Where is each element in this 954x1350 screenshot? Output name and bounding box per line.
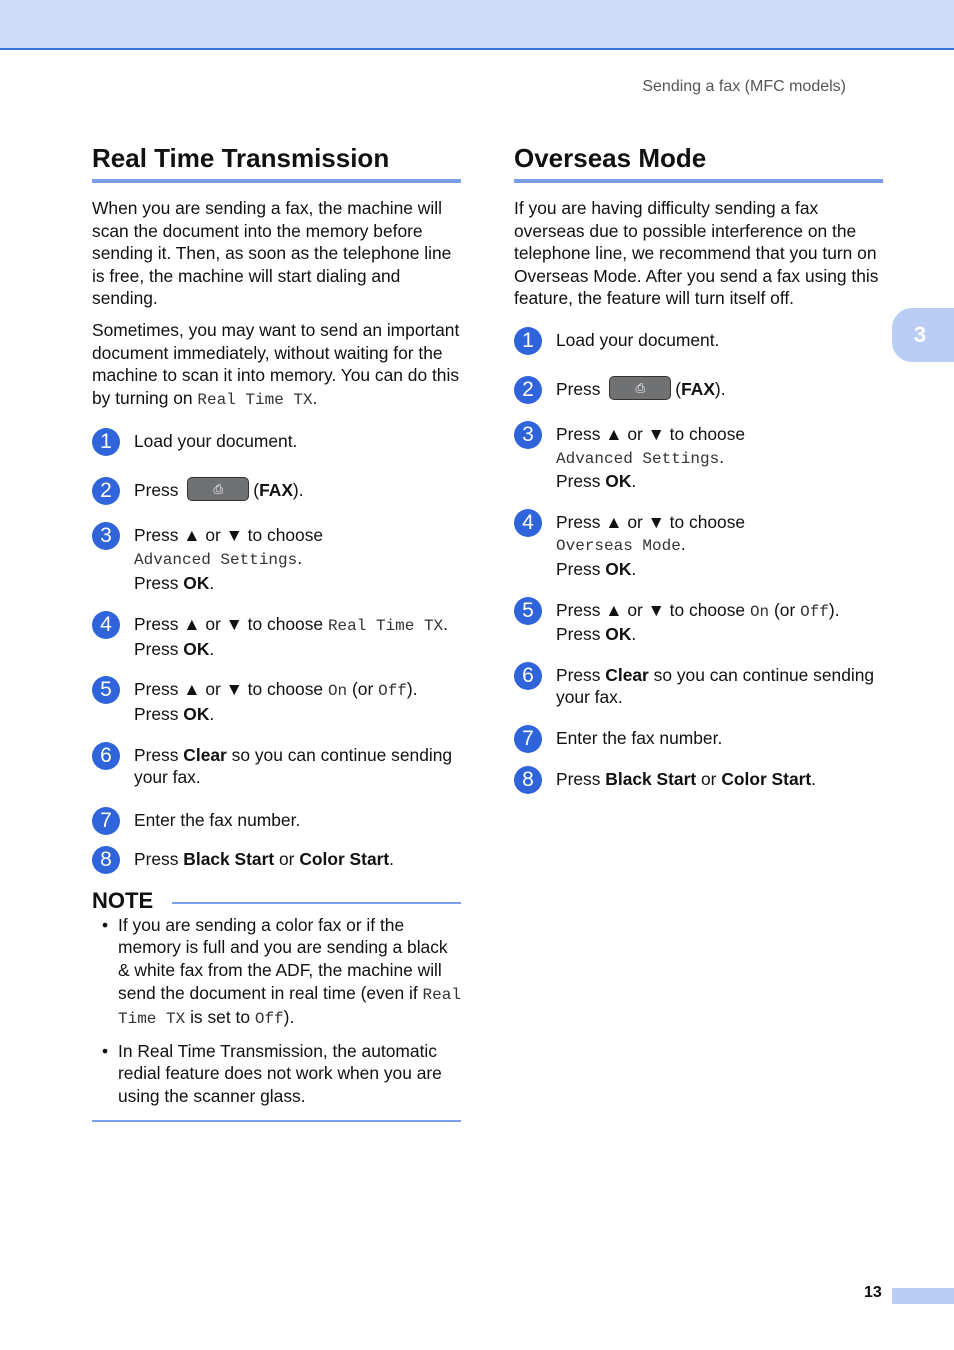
running-header: Sending a fax (MFC models) — [642, 78, 846, 95]
step-3: 3 Press ▲ or ▼ to choose Advanced Settings. Press OK. — [514, 423, 883, 493]
step-7: 7 Enter the fax number. — [92, 809, 461, 832]
setting-name: Real Time TX — [197, 390, 313, 409]
step-6: 6 Press Clear so you can continue sending your fax. — [92, 744, 461, 789]
step-8: 8 Press Black Start or Color Start. — [92, 848, 461, 871]
step-4: 4 Press ▲ or ▼ to choose Real Time TX. Press OK. — [92, 613, 461, 660]
step-number: 5 — [92, 676, 120, 704]
step-number: 7 — [514, 725, 542, 753]
left-column — [92, 142, 461, 1122]
step-number: 4 — [92, 611, 120, 639]
step-3: 3 Press ▲ or ▼ to choose Advanced Settings. Press OK. — [92, 524, 461, 594]
page-number-bar — [892, 1288, 954, 1304]
right-column — [514, 142, 883, 790]
step-2: 2 Press ⎙ (FAX). — [92, 479, 461, 503]
section-title-real-time: Real Time Transmission — [92, 142, 461, 183]
step-number: 3 — [514, 421, 542, 449]
step-1: 1 Load your document. — [92, 430, 461, 453]
step-number: 4 — [514, 509, 542, 537]
step-8: 8 Press Black Start or Color Start. — [514, 768, 883, 791]
step-number: 3 — [92, 522, 120, 550]
step-2: 2 Press ⎙ (FAX). — [514, 378, 883, 402]
step-number: 7 — [92, 807, 120, 835]
fax-button-icon: ⎙ — [187, 477, 249, 501]
step-number: 2 — [92, 477, 120, 505]
step-number: 6 — [514, 662, 542, 690]
step-5: 5 Press ▲ or ▼ to choose On (or Off). Press OK. — [92, 678, 461, 725]
step-7: 7 Enter the fax number. — [514, 727, 883, 750]
page-number: 13 — [864, 1284, 882, 1301]
second-paragraph: Sometimes, you may want to send an important document immediately, without waiting for the machine to scan it into memory. You can do this by turning on Real Time TX. — [92, 319, 460, 409]
note-bottom-rule — [92, 1120, 461, 1122]
intro-paragraph: When you are sending a fax, the machine will scan the document into the memory before sending it. Then, as soon as the telephone line is free, the machine will start dialing and sending. — [92, 198, 452, 309]
step-number: 6 — [92, 742, 120, 770]
step-number: 1 — [514, 327, 542, 355]
fax-button-icon: ⎙ — [609, 376, 671, 400]
step-number: 8 — [514, 766, 542, 794]
note-rule — [172, 902, 461, 904]
note-bullet-1: • If you are sending a color fax or if the memory is full and you are sending a black & white fax from the ADF, the machine will send the document in real time (even if Real Time TX is set to Off). — [102, 914, 461, 1029]
note-bullet-2: • In Real Time Transmission, the automatic redial feature does not work when you are using the scanner glass. — [102, 1040, 442, 1107]
note-title: NOTE — [92, 887, 154, 913]
top-banner — [0, 0, 954, 50]
chapter-tab: 3 — [892, 308, 954, 362]
step-number: 1 — [92, 428, 120, 456]
step-number: 2 — [514, 376, 542, 404]
step-1: 1 Load your document. — [514, 329, 883, 352]
section-title-overseas: Overseas Mode — [514, 142, 883, 183]
step-5: 5 Press ▲ or ▼ to choose On (or Off). Press OK. — [514, 599, 883, 646]
step-6: 6 Press Clear so you can continue sending your fax. — [514, 664, 883, 709]
step-number: 8 — [92, 846, 120, 874]
step-number: 5 — [514, 597, 542, 625]
intro-paragraph: If you are having difficulty sending a fax overseas due to possible interference on the telephone line, we recommend that you turn on Overseas Mode. After you send a fax using this feature, the feature will turn itself off. — [514, 198, 879, 309]
note-header — [92, 888, 461, 916]
step-4: 4 Press ▲ or ▼ to choose Overseas Mode. Press OK. — [514, 511, 883, 581]
